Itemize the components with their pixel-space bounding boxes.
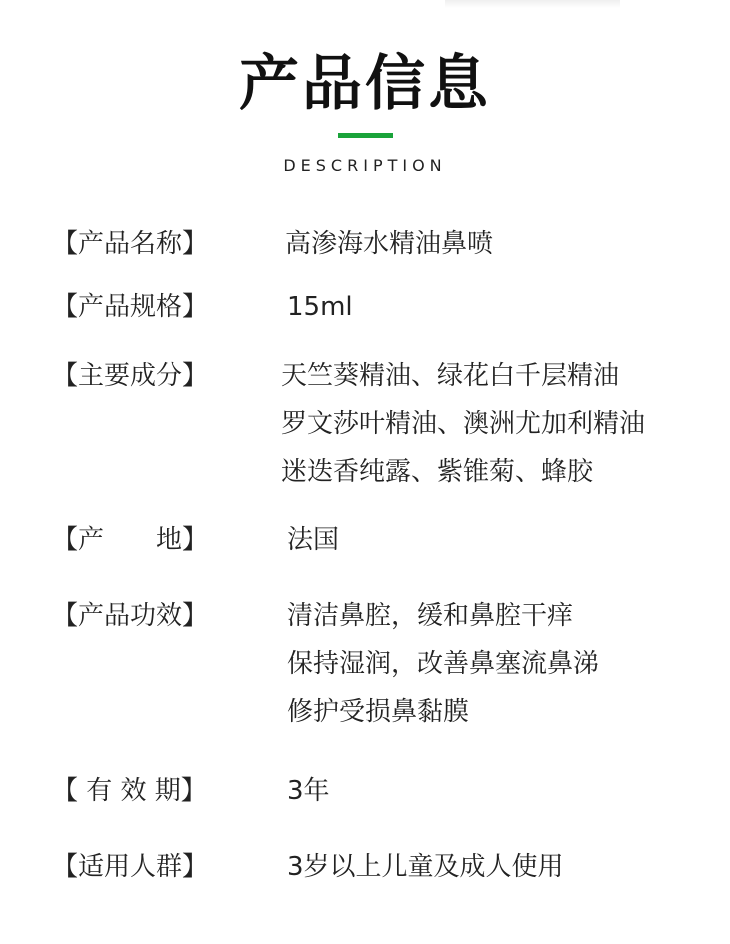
row-value — [281, 352, 645, 496]
value-line: 迷迭香纯露、紫锥菊、蜂胶 — [281, 457, 594, 487]
value-line: 法国 — [287, 525, 340, 555]
row-value — [285, 220, 493, 268]
row-label: 【 有 效 期】 — [52, 776, 207, 806]
row-label: 【适用人群】 — [52, 852, 209, 882]
row-label: 【产 地】 — [52, 525, 209, 555]
row-value — [287, 516, 339, 564]
top-decoration — [445, 0, 620, 8]
value-line: 3岁以上儿童及成人使用 — [287, 852, 564, 882]
value-line: 15ml — [287, 292, 353, 322]
row-value — [287, 283, 353, 331]
page-subtitle: DESCRIPTION — [283, 156, 447, 175]
row-label: 【产品名称】 — [52, 229, 209, 259]
row-value — [287, 767, 330, 815]
row-label: 【产品功效】 — [52, 601, 209, 631]
row-label: 【主要成分】 — [52, 361, 209, 391]
value-line: 修护受损鼻黏膜 — [287, 697, 470, 727]
row-label: 【产品规格】 — [52, 292, 209, 322]
value-line: 3年 — [287, 776, 330, 806]
value-line: 保持湿润，改善鼻塞流鼻涕 — [287, 649, 600, 679]
page-title: 产品信息 — [239, 49, 491, 119]
row-value — [287, 843, 564, 891]
title-accent-line — [338, 133, 393, 138]
value-line: 天竺葵精油、绿花白千层精油 — [281, 361, 620, 391]
value-line: 高渗海水精油鼻喷 — [285, 229, 494, 259]
value-line: 罗文莎叶精油、澳洲尤加利精油 — [281, 409, 646, 439]
row-value — [287, 592, 599, 736]
value-line: 清洁鼻腔，缓和鼻腔干痒 — [287, 601, 574, 631]
